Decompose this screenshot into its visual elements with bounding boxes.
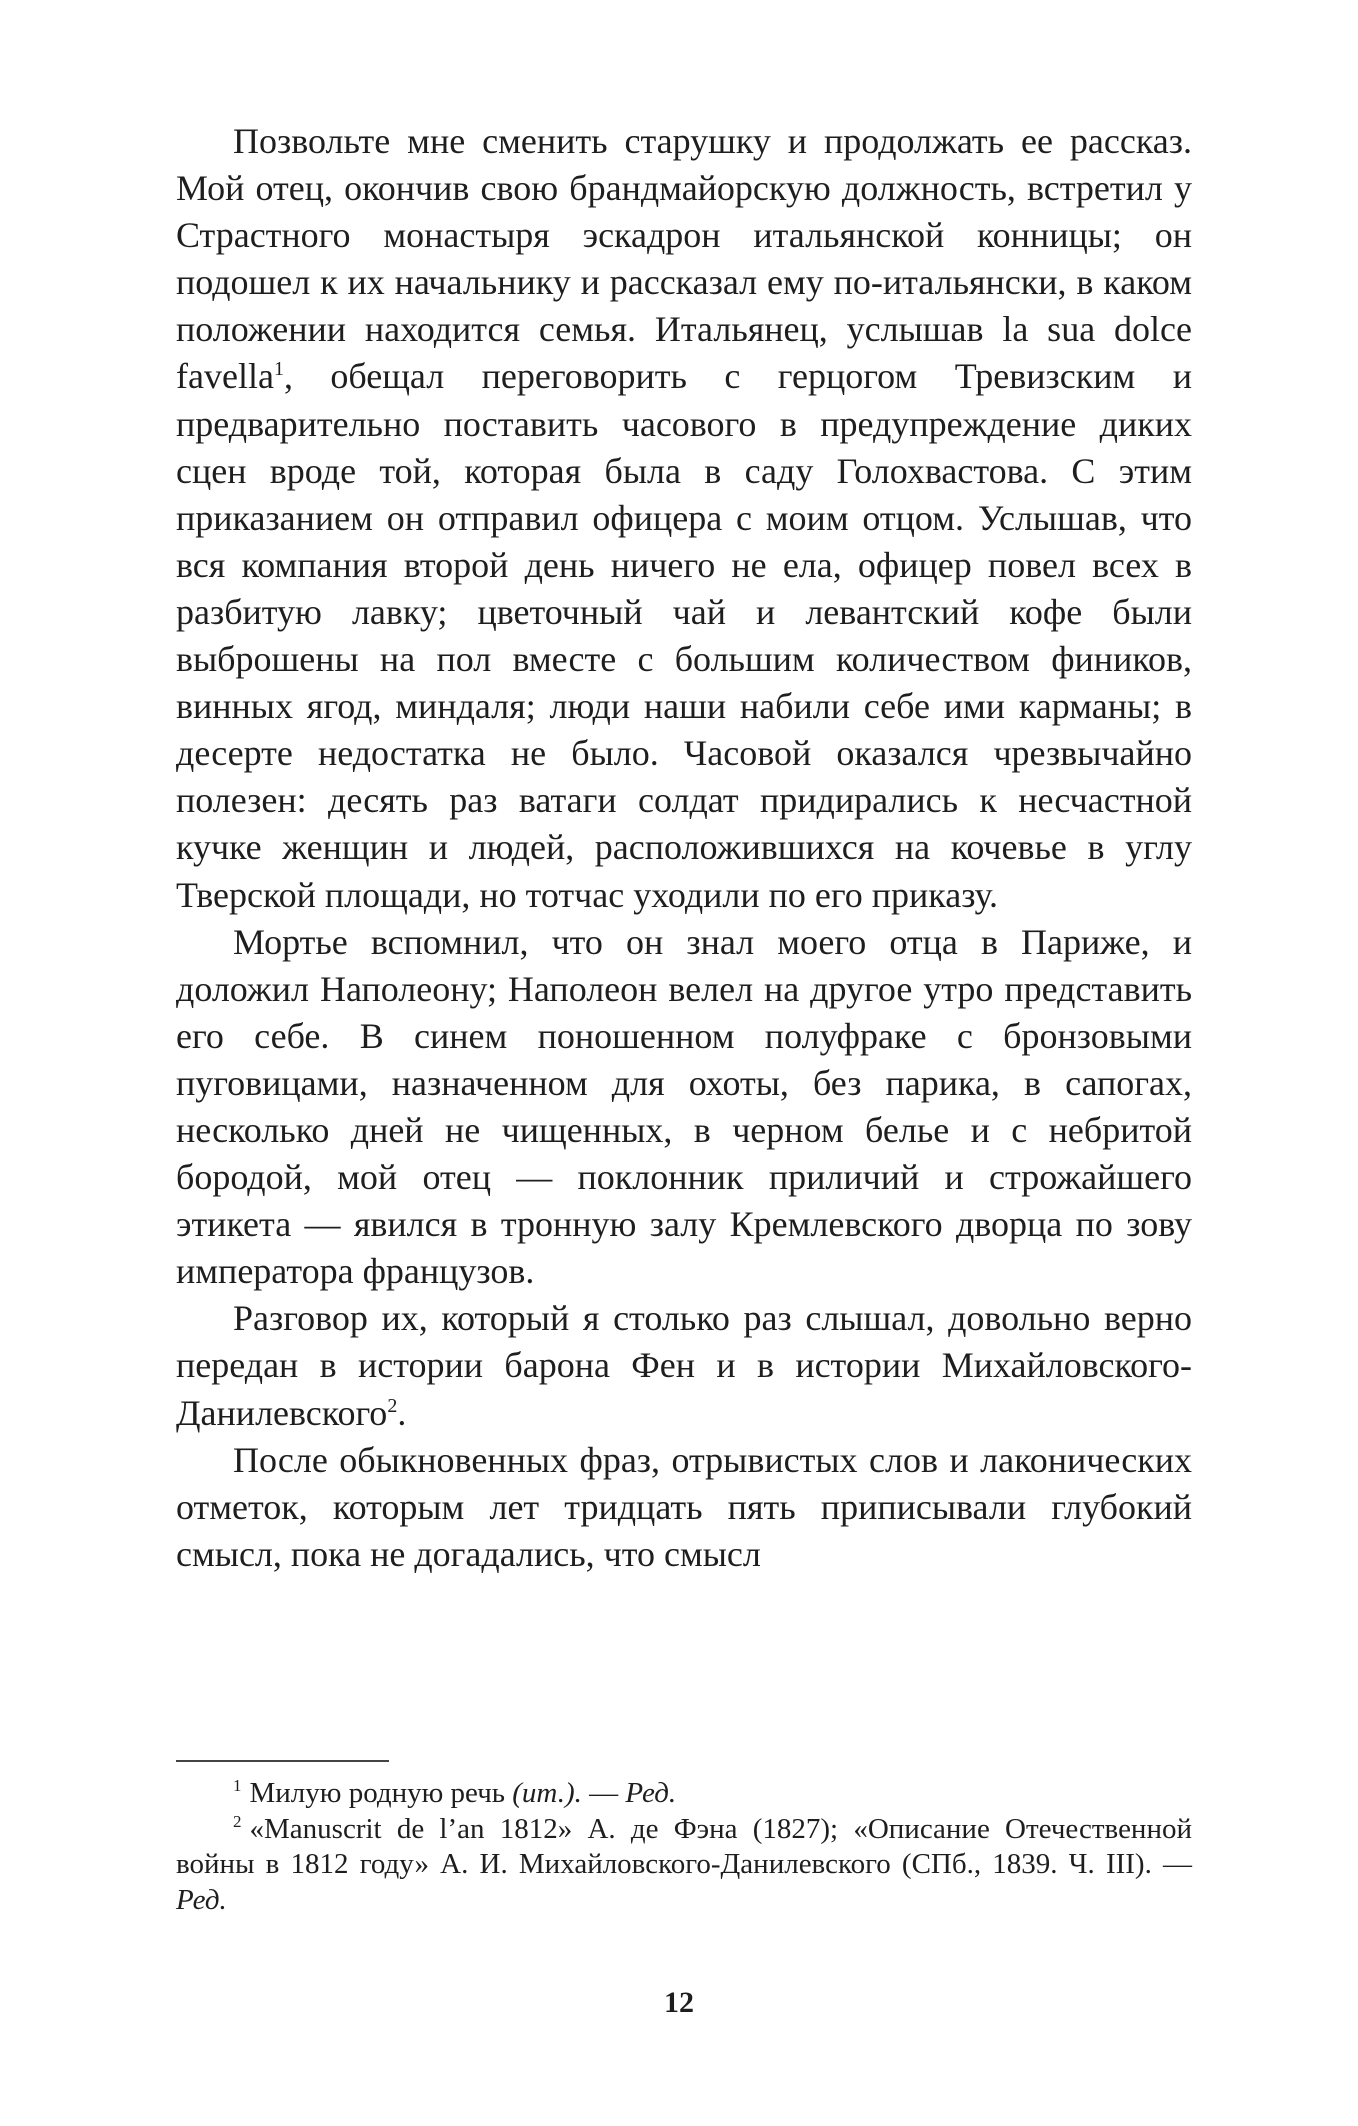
paragraph-2: Мортье вспомнил, что он знал моего отца в Париже, и доложил Наполеону; Наполеон велел на другое утро представить его себе. В синем поношенном полуфраке с бронзовыми пуговицами, назначенном для охоты, без парика, в сапогах, несколько дней не чищенных, в черном белье и с небритой бородой, мой отец — поклонник приличий и строжайшего этикета — явился в тронную залу Кремлевского дворца по зову императора французов. [176,921,1192,1292]
footnote-2-mark: 2 [233,1811,242,1831]
footnote-ref-1: 1 [273,358,284,381]
footnote-2-editor: Ред. [176,1883,227,1916]
footnote-2-text: «Manuscrit de l’an 1812» А. де Фэна (1827); «Описание Отечественной войны в 1812 году» А. И. Михайловского-Данилевского (СПб., 1839. Ч. III). [176,1812,1192,1880]
paragraph-3 [176,1295,1192,1436]
footnote-2-dash: — [1151,1848,1192,1880]
footnote-divider [176,1760,389,1762]
footnote-1-dash: — [581,1777,626,1809]
paragraph-1-text-start: Позвольте мне сменить старушку и продолжать ее рассказ. Мой отец, окончив свою брандмайорскую должность, встретил у Страстного монастыря эскадрон итальянской конницы; он подошел к их начальнику и рассказал ему по-итальянски, в каком положении находится семья. Итальянец, услышав la sua dolce favella [176,121,1192,397]
footnote-2 [176,1812,1192,1919]
footnote-1-text: Милую родную речь [249,1777,513,1809]
paragraph-4: После обыкновенных фраз, отрывистых слов и лаконических отметок, которым лет тридцать пять приписывали глубокий смысл, пока не догадались, что смысл [176,1439,1192,1574]
paragraph-3-text-end: . [397,1392,407,1433]
page-number: 12 [664,1986,694,2019]
paragraph-1-text-end: , обещал переговорить с герцогом Тревизским и предварительно поставить часового в предупреждение диких сцен вроде той, которая была в саду Голохвастова. С этим приказанием он отправил офицера с моим отцом. Услышав, что вся компания второй день ничего не ела, офицер повел всех в разбитую лавку; цветочный чай и левантский кофе были выброшены на пол вместе с большим количеством фиников, винных ягод, миндаля; люди наши набили себе ими карманы; в десерте недостатка не было. Часовой оказался чрезвычайно полезен: десять раз ватаги солдат придирались к несчастной кучке женщин и людей, расположившихся на кочевье в углу Тверской площади, но тотчас уходили по его приказу. [176,356,1192,915]
footnote-1-editor: Ред. [625,1777,677,1809]
footnote-1-language-note: (ит.). [512,1777,582,1809]
footnote-1 [176,1776,1192,1812]
footnotes [176,1776,1192,1918]
paragraph-1 [176,118,1192,919]
main-text [176,118,1192,1578]
footnote-1-mark: 1 [233,1776,242,1796]
footnote-ref-2: 2 [387,1394,398,1417]
paragraph-3-text-start: Разговор их, который я столько раз слышал, довольно верно передан в истории барона Фен и в истории Михайловского-Данилевского [176,1298,1192,1433]
